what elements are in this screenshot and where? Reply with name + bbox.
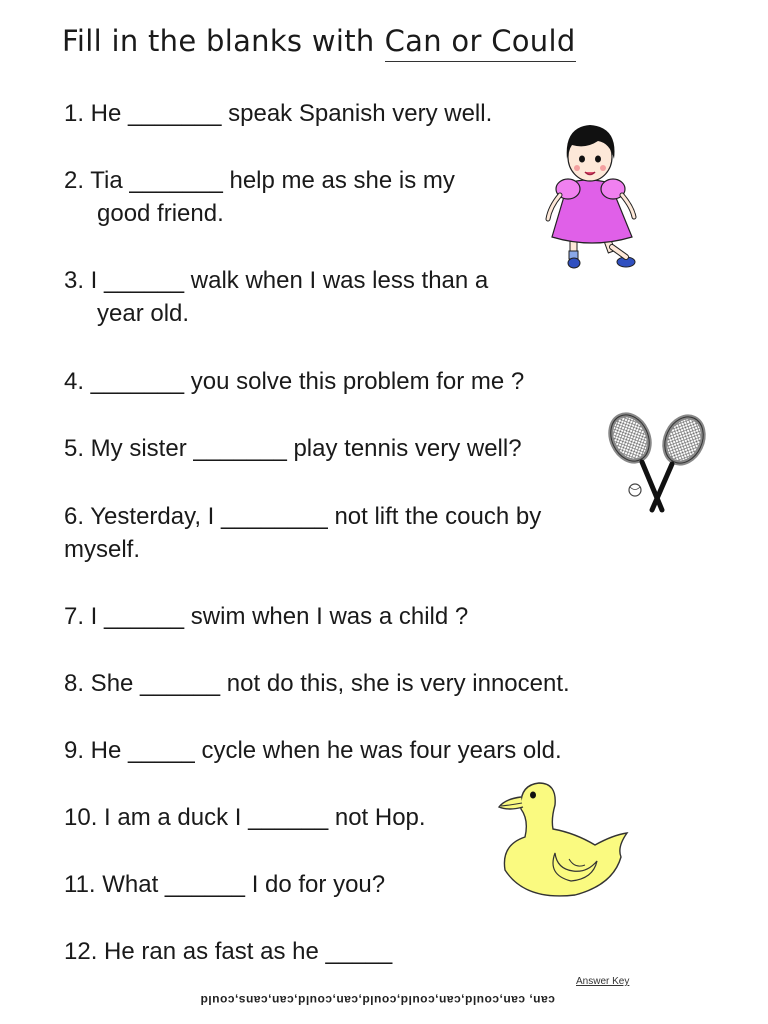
question-text: 5. My sister _______ play tennis very well? [64, 435, 522, 462]
question-text: 1. He _______ speak Spanish very well. [64, 100, 493, 127]
answer-key-label: Answer Key [576, 976, 630, 987]
answer-key-answers: can, can,could,can,could,could,can,could,can,cans,could [200, 993, 555, 1007]
worksheet-title [62, 24, 576, 62]
question-9 [64, 734, 562, 767]
question-2 [64, 164, 455, 230]
question-continuation: year old. [97, 300, 190, 327]
duck-icon [495, 775, 635, 905]
question-continuation: good friend. [97, 200, 224, 227]
question-continuation: myself. [64, 536, 141, 563]
question-3 [64, 264, 488, 330]
question-12 [64, 935, 392, 968]
question-4 [64, 365, 524, 398]
question-6 [64, 500, 541, 566]
title-prefix: Fill in the blanks with [62, 24, 375, 58]
question-5 [64, 432, 522, 465]
question-text: 2. Tia _______ help me as she is my [64, 167, 455, 194]
question-text: 8. She ______ not do this, she is very innocent. [64, 670, 570, 697]
girl-icon [540, 115, 650, 275]
question-text: 11. What ______ I do for you? [64, 871, 386, 898]
question-text: 10. I am a duck I ______ not Hop. [64, 804, 426, 831]
question-1 [64, 97, 492, 130]
question-text: 7. I ______ swim when I was a child ? [64, 603, 469, 630]
question-text: 3. I ______ walk when I was less than a [64, 267, 489, 294]
question-8 [64, 667, 570, 700]
question-10 [64, 801, 426, 834]
question-text: 6. Yesterday, I ________ not lift the couch by [64, 503, 542, 530]
title-topic: Can or Could [385, 24, 576, 62]
tennis-rackets-icon [600, 408, 715, 523]
question-text: 4. _______ you solve this problem for me ? [64, 368, 525, 395]
question-text: 12. He ran as fast as he _____ [64, 938, 393, 965]
question-text: 9. He _____ cycle when he was four years old. [64, 737, 562, 764]
question-7 [64, 600, 468, 633]
question-11 [64, 868, 385, 901]
